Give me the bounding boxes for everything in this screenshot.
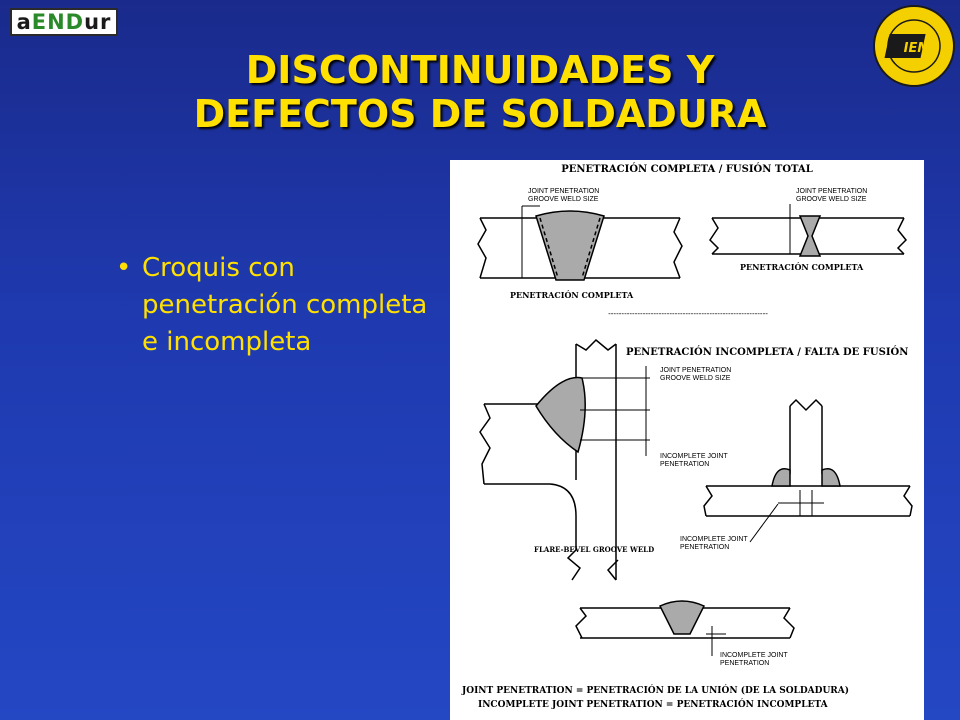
bullet-text: Croquis con penetración completa e incompleta	[142, 253, 428, 357]
butt-incomplete-sketch	[576, 601, 794, 656]
jp-label-1: JOINT PENETRATION	[528, 188, 600, 195]
gws-label-3: GROOVE WELD SIZE	[660, 375, 731, 382]
gws-label-1: GROOVE WELD SIZE	[528, 196, 599, 203]
svg-text:IEM: IEM	[903, 41, 931, 56]
tee-incomplete-sketch	[704, 400, 912, 542]
flare-bevel-label: FLARE-BEVEL GROOVE WELD	[534, 545, 655, 554]
title-line-2: DEFECTOS DE SOLDADURA	[193, 92, 767, 136]
logo-main: END	[31, 10, 85, 34]
iem-seal-icon	[872, 4, 956, 88]
footer-line-2: INCOMPLETE JOINT PENETRATION = PENETRACIÓN INCOMPLETA	[478, 700, 828, 710]
bullet-list	[116, 250, 436, 361]
header-complete: PENETRACIÓN COMPLETA / FUSIÓN TOTAL	[561, 164, 813, 175]
complete-label-2: PENETRACIÓN COMPLETA	[740, 262, 864, 272]
complete-penetration-sketch	[478, 206, 682, 280]
weld-sketch-svg	[450, 160, 924, 720]
page-title	[110, 48, 850, 136]
ijp-label-1: INCOMPLETE JOINT	[660, 453, 728, 460]
list-item	[116, 250, 436, 361]
bullet-icon: •	[116, 253, 132, 283]
ijp-label-2: INCOMPLETE JOINT	[680, 536, 748, 543]
logo-prefix: a	[16, 10, 32, 34]
weld-sketch-figure	[450, 160, 924, 720]
pen-label-3: PENETRATION	[720, 660, 770, 667]
logo-suffix: ur	[84, 10, 112, 34]
complete-label-1: PENETRACIÓN COMPLETA	[510, 290, 634, 300]
ijp-label-3: INCOMPLETE JOINT	[720, 652, 788, 659]
jp-label-2: JOINT PENETRATION	[796, 188, 868, 195]
header-incomplete: PENETRACIÓN INCOMPLETA / FALTA DE FUSIÓN	[626, 347, 909, 358]
gws-label-2: GROOVE WELD SIZE	[796, 196, 867, 203]
double-v-sketch	[710, 204, 906, 256]
title-line-1: DISCONTINUIDADES Y	[245, 48, 715, 92]
pen-label-1: PENETRATION	[660, 461, 710, 468]
footer-line-1: JOINT PENETRATION = PENETRACIÓN DE LA UNIÓN (DE LA SOLDADURA)	[462, 686, 850, 696]
pen-label-2: PENETRATION	[680, 544, 730, 551]
flare-bevel-sketch	[480, 340, 650, 580]
aendur-logo	[10, 8, 118, 36]
jp-label-3: JOINT PENETRATION	[660, 367, 732, 374]
divider-line: ------------------------------------------------------------	[608, 309, 768, 318]
